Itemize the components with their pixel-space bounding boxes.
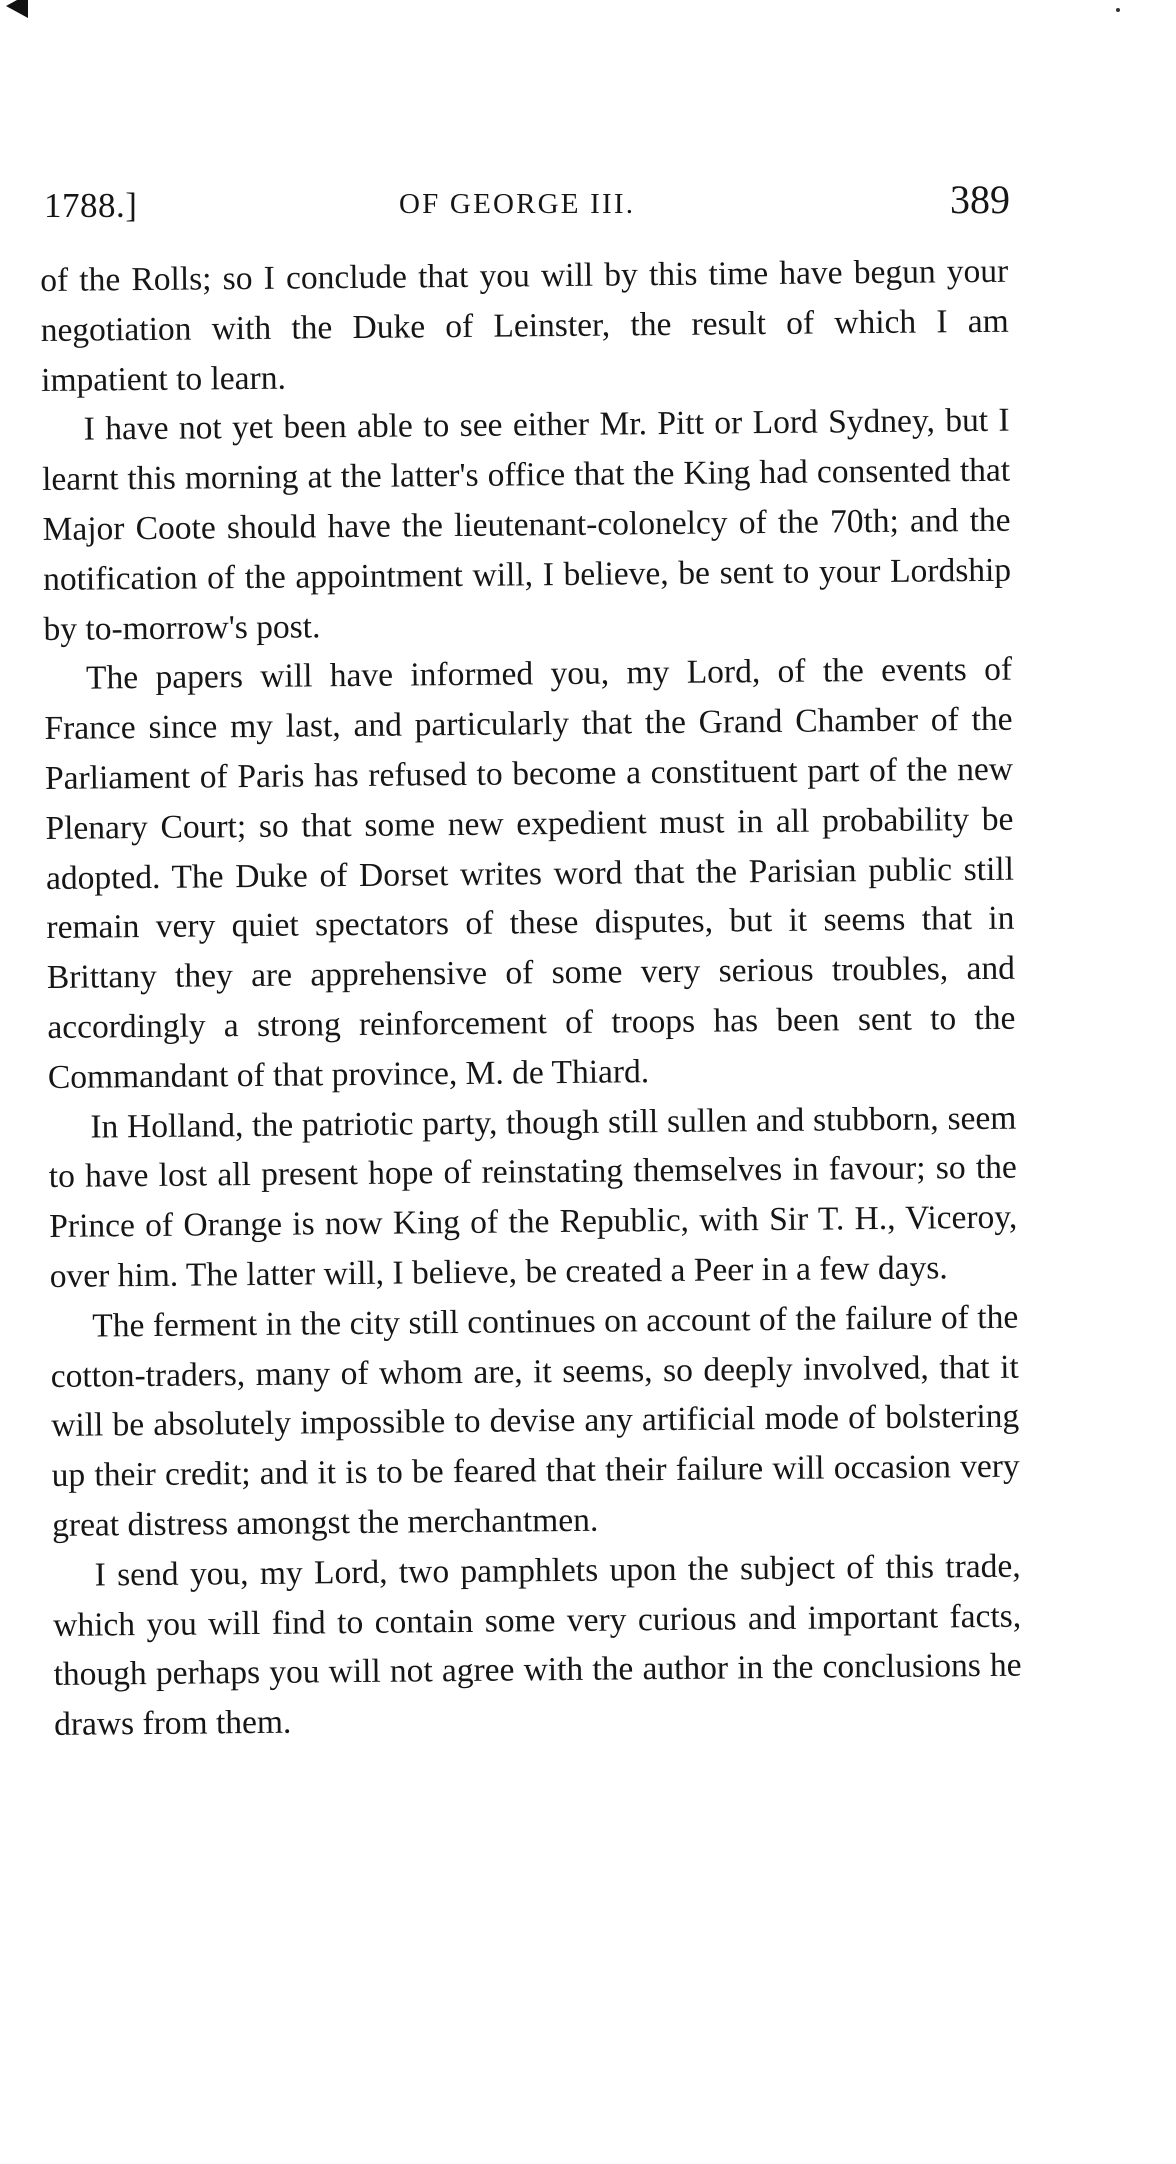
paragraph-continued: of the Rolls; so I conclude that you will by this time have begun your negotiation with the Duke of Leinster, the result of which I am impatient to learn. — [40, 252, 1009, 399]
running-head — [44, 176, 1010, 226]
running-head-title: OF GEORGE III. — [399, 188, 636, 220]
page-number: 389 — [950, 177, 1010, 222]
paragraph-city-ferment: The ferment in the city still continues on account of the failure of the cotton-traders, many of whom are, it seems, so deeply involved, that it will be absolutely impossible to devise any artificial mode of bolstering up their credit; and it is to be feared that their failure will occasion very great distress amongst the merchantmen. — [50, 1298, 1020, 1544]
page-corner-mark — [6, 0, 28, 18]
paragraph-france: The papers will have informed you, my Lord, of the events of France since my last, and particularly that the Grand Chamber of the Parliament of Paris has refused to become a constituent part of the new Plenary Court; so that some new expedient must in all probability be adopted. The Duke of Dorset writes word that the Parisian public still remain very quiet spectators of these disputes, but it seems that in Brittany they are apprehensive of some very serious troubles, and accordingly a strong reinforcement of troops has been sent to the Commandant of that province, M. de Thiard. — [44, 651, 1016, 1096]
paragraph-holland: In Holland, the patriotic party, though still sullen and stubborn, seem to have lost all present hope of reinstating themselves in favour; so the Prince of Orange is now King of the Republic, with Sir T. H., Viceroy, over him. The latter will, I believe, be created a Peer in a few days. — [48, 1099, 1018, 1295]
body-text — [40, 247, 1022, 1750]
paragraph-pitt-sydney: I have not yet been able to see either Mr. Pitt or Lord Sydney, but I learnt this morning at the latter's office that the King had consented that Major Coote should have the lieutenant-colonelcy of the 70th; and the notification of the appointment will, I believe, be sent to your Lordship by to-morrow's post. — [41, 402, 1012, 648]
scan-speck — [1116, 8, 1120, 12]
running-head-year: 1788.] — [44, 186, 138, 225]
paragraph-pamphlets: I send you, my Lord, two pamphlets upon the subject of this trade, which you will find to contain some very curious and important facts, though perhaps you will not agree with the author in the conclusions he draws from them. — [52, 1547, 1022, 1744]
